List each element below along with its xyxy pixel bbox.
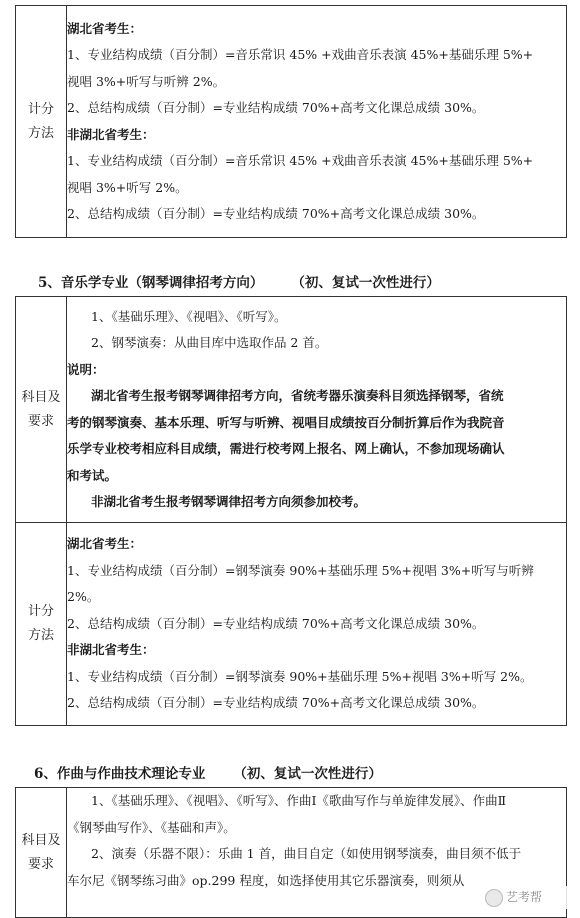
watermark — [482, 886, 580, 909]
score-method-label: 计分 方法 — [16, 523, 67, 726]
subject-requirement-label: 科目及 要求 — [16, 297, 67, 523]
subject-requirement-label: 科目及 要求 — [16, 788, 67, 918]
score-method-label: 计分 方法 — [16, 6, 67, 238]
section5-heading: 5、音乐学专业（钢琴调律招考方向） （初、复试一次性进行） — [38, 275, 440, 291]
score-method-content: 湖北省考生： 1、专业结构成绩（百分制）=钢琴演奏 90%+基础乐理 5%+视唱 3%+听写与听辨 2%。 2、总结构成绩（百分制）=专业结构成绩 70%+高考文化课总成绩 30%。 非湖北省考生： 1、专业结构成绩（百分制）=钢琴演奏 90%+基础乐理 5%+视唱 3%+听写 2%。 2、总结构成绩（百分制）=专业结构成绩 70%+高考文化课总成绩 30%。 — [67, 523, 567, 726]
watermark-logo-icon — [485, 889, 503, 907]
explain-title: 说明： — [67, 361, 105, 377]
watermark-text: 艺考帮 — [506, 890, 543, 904]
section5-table — [15, 296, 567, 726]
subject-requirement-content: 1、《基础乐理》、《视唱》、《听写》、作曲Ⅰ《歌曲写作与单旋律发展》、作曲Ⅱ 《钢琴曲写作》、《基础和声》。 2、演奏（乐器不限）：乐曲 1 首，曲目自定（如使用钢琴演奏，曲目须不低于 车尔尼《钢琴练习曲》op.299 程度，如选择使用其它乐器演奏，则须从 — [67, 788, 567, 918]
hubei-title: 湖北省考生： — [67, 20, 143, 36]
scoring-table-top — [15, 5, 567, 238]
subject-requirement-content: 1、《基础乐理》、《视唱》、《听写》。 2、钢琴演奏：从曲目库中选取作品 2 首。 说明： 湖北省考生报考钢琴调律招考方向，省统考器乐演奏科目须选择钢琴，省统 考的钢琴演奏、基本乐理、听写与听辨、视唱目成绩按百分制折算后作为我院音 乐学专业校考相应科目成绩，需进行校考网上报名、网上确认，不参加现场确认 和考试。 非湖北省考生报考钢琴调律招考方向须参加校考。 — [67, 297, 567, 523]
non-hubei-title: 非湖北省考生： — [67, 126, 155, 142]
non-hubei-title: 非湖北省考生： — [67, 642, 155, 658]
score-method-content: 湖北省考生： 1、专业结构成绩（百分制）=音乐常识 45% +戏曲音乐表演 45%+基础乐理 5%+ 视唱 3%+听写与听辨 2%。 2、总结构成绩（百分制）=专业结构成绩 70%+高考文化课总成绩 30%。 非湖北省考生： 1、专业结构成绩（百分制）=音乐常识 45% +戏曲音乐表演 45%+基础乐理 5%+ 视唱 3%+听写 2%。 2、总结构成绩（百分制）=专业结构成绩 70%+高考文化课总成绩 30%。 — [67, 6, 567, 238]
hubei-title: 湖北省考生： — [67, 536, 143, 552]
section6-heading: 6、作曲与作曲技术理论专业 （初、复试一次性进行） — [34, 766, 382, 782]
